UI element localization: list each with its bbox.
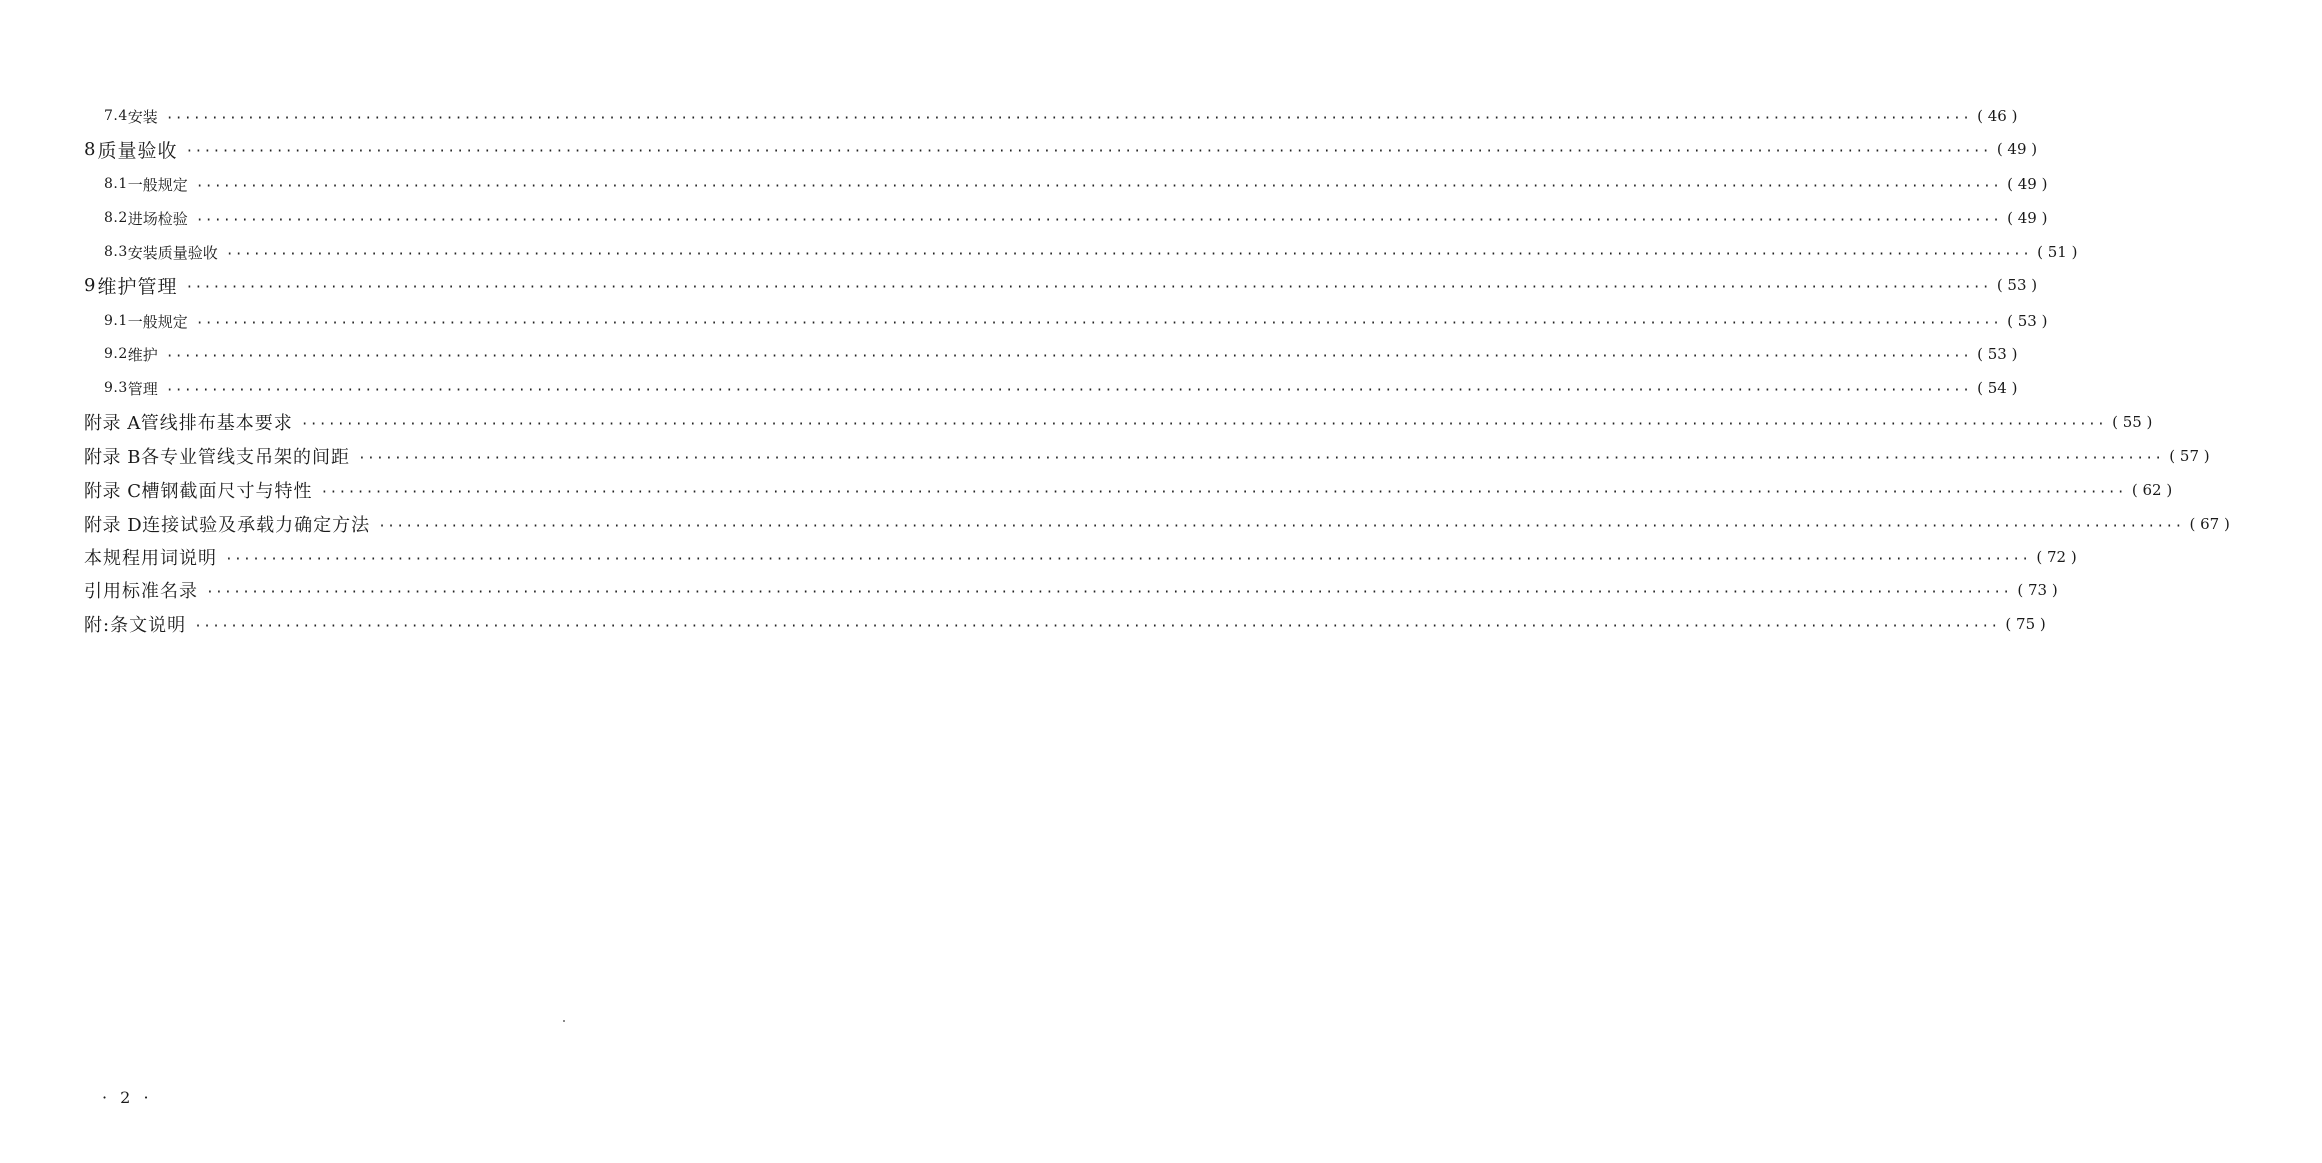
toc-entry-title: 维护 [127, 345, 158, 364]
toc-entry-page: ( 72 ) [2036, 548, 2077, 566]
toc-entry-title: 安装质量验收 [127, 243, 218, 262]
toc-entry-number: 8.3 [104, 244, 128, 260]
dot-leader: ········································································································································································································ [195, 212, 2002, 228]
toc-entry-page: ( 57 ) [2169, 447, 2210, 465]
toc-entry[interactable] [0, 477, 2173, 503]
toc-entry[interactable] [0, 136, 2038, 162]
dot-leader: ········································································································································································································ [194, 618, 2000, 634]
toc-entry-page: ( 51 ) [2037, 243, 2078, 261]
toc-entry-page: ( 49 ) [2007, 209, 2048, 227]
toc-entry-page: ( 53 ) [1996, 276, 2038, 294]
toc-entry-page: ( 49 ) [1996, 140, 2038, 158]
dot-leader: ········································································································································································································ [300, 416, 2107, 432]
toc-entry-title: 连接试验及承载力确定方法 [142, 515, 371, 536]
dot-leader: ········································································································································································································ [378, 518, 2184, 534]
toc-entry-title: 引用标准名录 [84, 581, 198, 602]
dot-leader: ········································································································································································································ [225, 551, 2031, 567]
toc-entry-number: 9.3 [104, 380, 128, 396]
toc-entry-number: 9 [84, 274, 96, 296]
dot-leader: ········································································································································································································ [185, 279, 1991, 295]
dot-leader: ········································································································································································································ [165, 348, 1972, 364]
toc-entry[interactable] [0, 443, 2210, 469]
toc-entry-page: ( 55 ) [2112, 413, 2153, 431]
toc-entry[interactable] [0, 341, 2018, 367]
toc-entry-page: ( 75 ) [2005, 615, 2046, 633]
dot-leader: ········································································································································································································ [185, 143, 1991, 159]
toc-entry-page: ( 49 ) [2007, 175, 2048, 193]
toc-entry[interactable] [0, 375, 2018, 401]
toc-entry-title: 槽钢截面尺寸与特性 [141, 481, 313, 502]
toc-entry[interactable] [0, 544, 2077, 570]
toc-entry-page: ( 46 ) [1977, 107, 2018, 125]
dot-leader: ········································································································································································································ [195, 315, 2002, 331]
toc-entry-page: ( 53 ) [2007, 312, 2048, 330]
dot-leader: ········································································································································································································ [165, 382, 1972, 398]
toc-entry-page: ( 73 ) [2017, 581, 2058, 599]
toc-entry-page: ( 54 ) [1977, 379, 2018, 397]
dot-leader: ········································································································································································································ [195, 178, 2002, 194]
toc-entry[interactable] [0, 239, 2078, 265]
toc-entry-number: 附录 C [84, 481, 142, 502]
toc-entry-title: 本规程用词说明 [84, 548, 217, 569]
toc-entry-number: 8 [84, 138, 96, 160]
toc-entry-title: 一般规定 [127, 312, 188, 331]
toc-entry-title: 进场检验 [127, 209, 188, 228]
toc-entry-number: 9.2 [104, 346, 128, 362]
scan-speck [563, 1020, 565, 1022]
toc-entry[interactable] [0, 272, 2038, 298]
toc-entry-title: 管理 [127, 379, 158, 398]
toc-entry-number: 8.2 [104, 210, 128, 226]
dot-leader: ········································································································································································································ [225, 246, 2032, 262]
toc-entry-title: 附:条文说明 [84, 615, 187, 636]
toc-entry-title: 各专业管线支吊架的间距 [140, 447, 350, 468]
toc-entry-number: 7.4 [104, 108, 128, 124]
dot-leader: ········································································································································································································ [206, 584, 2012, 600]
toc-entry-number: 9.1 [104, 313, 128, 329]
toc-entry-page: ( 53 ) [1977, 345, 2018, 363]
toc-entry-title: 安装 [127, 107, 158, 126]
toc-entry[interactable] [0, 409, 2153, 435]
toc-entry-title: 管线排布基本要求 [140, 413, 293, 434]
dot-leader: ········································································································································································································ [320, 484, 2126, 500]
toc-entry-number: 附录 B [84, 447, 141, 468]
toc-entry-number: 附录 A [84, 413, 141, 434]
toc-entry-number: 附录 D [84, 515, 143, 536]
toc-entry-page: ( 62 ) [2131, 481, 2173, 499]
toc-entry[interactable] [0, 103, 2018, 129]
toc-entry[interactable] [0, 611, 2046, 637]
toc-entry[interactable] [0, 205, 2048, 231]
toc-entry[interactable] [0, 171, 2048, 197]
toc-entry[interactable] [0, 511, 2230, 537]
toc-entry[interactable] [0, 308, 2048, 334]
toc-entry-number: 8.1 [104, 176, 128, 192]
page-number: · 2 · [102, 1088, 153, 1107]
toc-entry-page: ( 67 ) [2189, 515, 2230, 533]
toc-entry-title: 维护管理 [97, 275, 178, 298]
toc-entry-title: 质量验收 [97, 139, 178, 162]
dot-leader: ········································································································································································································ [165, 110, 1972, 126]
toc-entry-title: 一般规定 [127, 175, 188, 194]
dot-leader: ········································································································································································································ [357, 450, 2164, 466]
toc-entry[interactable] [0, 577, 2058, 603]
